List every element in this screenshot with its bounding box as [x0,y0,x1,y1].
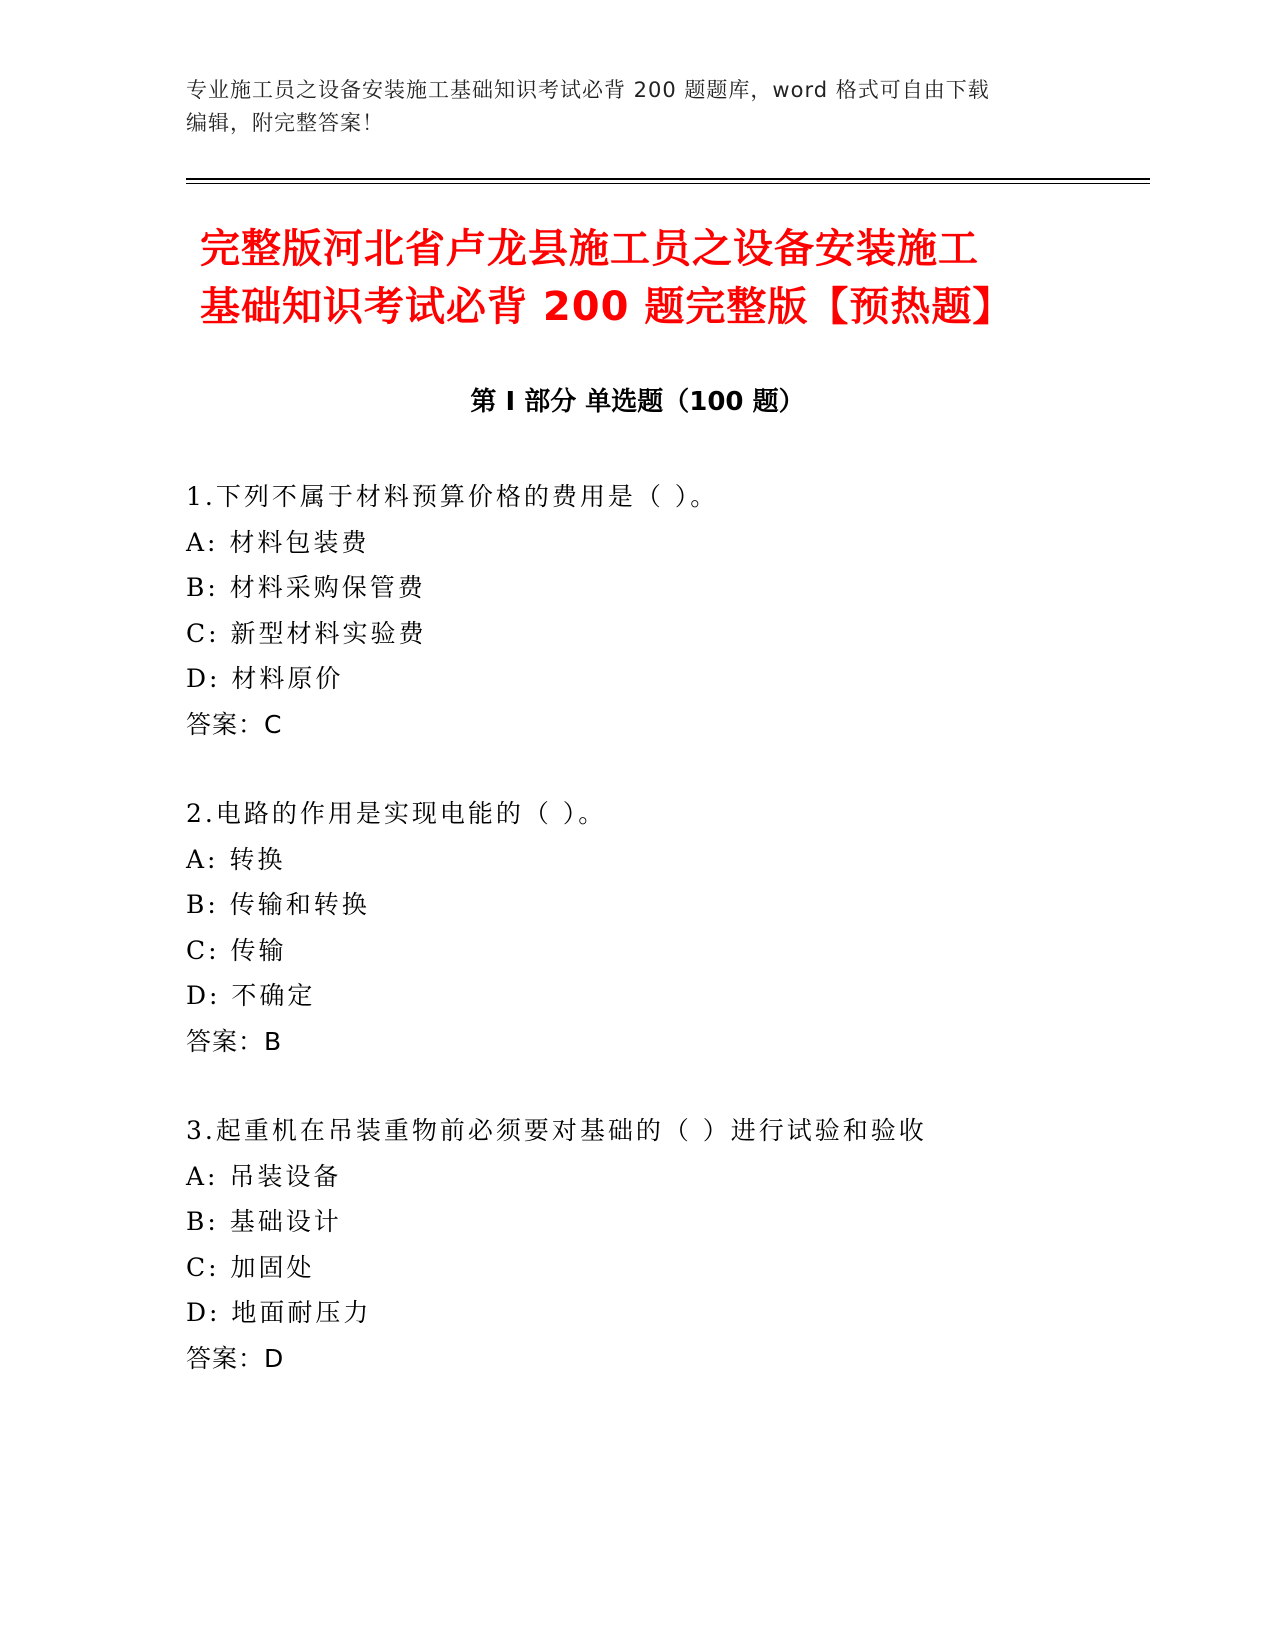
option-a: A: 吊装设备 [186,1161,342,1191]
header-note-line-1: 专业施工员之设备安装施工基础知识考试必背 200 题题库，word 格式可自由下载 [186,78,990,102]
answer: 答案：D [186,1343,285,1373]
question-stem: 3.起重机在吊装重物前必须要对基础的（ ）进行试验和验收 [186,1116,927,1145]
option-a: A: 转换 [186,844,286,874]
option-d: D: 材料原价 [186,664,344,693]
option-b: B: 传输和转换 [186,890,370,919]
question-2 [186,791,1146,1064]
option-b: B: 基础设计 [186,1207,342,1236]
option-d: D: 地面耐压力 [186,1298,372,1327]
header-divider [186,178,1150,184]
option-c: C: 加固处 [186,1252,315,1282]
option-d: D: 不确定 [186,981,316,1010]
header-note [186,74,1086,140]
answer: 答案：B [186,1026,283,1056]
question-list [186,474,1146,1425]
question-stem: 2.电路的作用是实现电能的（ ）。 [186,799,607,828]
document-title-line-2: 基础知识考试必背 200 题完整版【预热题】 [200,284,1014,330]
option-b: B: 材料采购保管费 [186,573,426,602]
document-title [200,220,1100,336]
header-note-line-2: 编辑，附完整答案！ [186,111,384,135]
question-stem: 1.下列不属于材料预算价格的费用是（ ）。 [186,482,719,511]
option-c: C: 传输 [186,935,287,965]
answer: 答案：C [186,709,283,739]
document-title-line-1: 完整版河北省卢龙县施工员之设备安装施工 [200,226,979,272]
question-3 [186,1108,1146,1381]
option-c: C: 新型材料实验费 [186,618,427,648]
question-1 [186,474,1146,747]
option-a: A: 材料包装费 [186,527,370,557]
section-title: 第 I 部分 单选题（100 题） [470,387,805,417]
